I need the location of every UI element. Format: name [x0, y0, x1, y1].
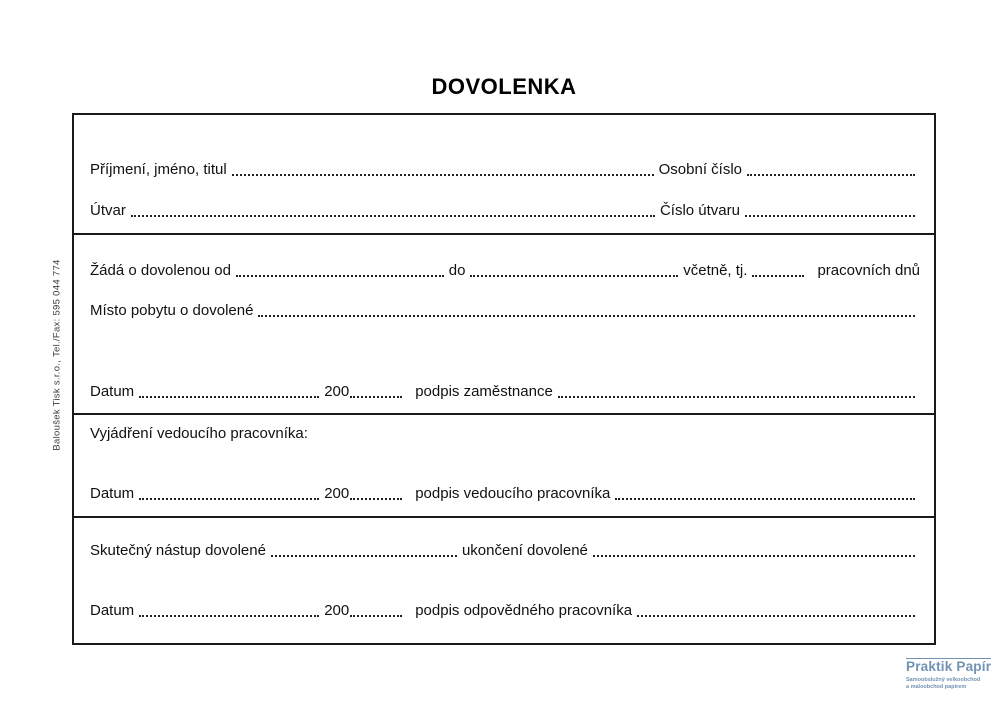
section-divider-2	[74, 413, 934, 415]
manager-date-label: Datum	[90, 485, 135, 502]
department-row	[90, 201, 920, 221]
request-to-fill-line	[470, 275, 678, 277]
personal-number-fill-line	[747, 174, 915, 176]
logo-tagline-line1: Samoobslužný velkoobchod	[906, 677, 981, 683]
inclusive-label: včetně, tj.	[683, 262, 748, 279]
manager-year-prefix: 200	[324, 485, 350, 502]
form-border-box	[72, 113, 936, 645]
days-count-fill-line	[752, 275, 804, 277]
name-row	[90, 160, 920, 180]
employee-year-prefix: 200	[324, 383, 350, 400]
manager-signature-row	[90, 484, 920, 504]
employee-year-fill-line	[350, 396, 402, 398]
request-row	[90, 261, 920, 281]
responsible-year-fill-line	[350, 615, 402, 617]
manager-signature-fill-line	[615, 498, 915, 500]
actual-start-label: Skutečný nástup dovolené	[90, 542, 266, 559]
employee-signature-row	[90, 382, 920, 402]
praktik-papir-logo	[906, 658, 998, 692]
employee-signature-label: podpis zaměstnance	[415, 383, 553, 400]
working-days-label: pracovních dnů	[817, 262, 921, 279]
manager-signature-label: podpis vedoucího pracovníka	[415, 485, 611, 502]
employee-date-label: Datum	[90, 383, 135, 400]
employee-date-fill-line	[139, 396, 319, 398]
actual-start-fill-line	[271, 555, 457, 557]
section-divider-3	[74, 516, 934, 518]
logo-tagline-line2: a maloobchod papírem	[906, 684, 967, 691]
actual-end-label: ukončení dovolené	[461, 542, 588, 559]
manager-year-fill-line	[350, 498, 402, 500]
responsible-signature-row	[90, 601, 920, 621]
page-title: DOVOLENKA	[431, 74, 577, 99]
manager-date-fill-line	[139, 498, 319, 500]
name-fill-line	[232, 174, 654, 176]
employee-signature-fill-line	[558, 396, 915, 398]
location-row	[90, 301, 920, 321]
logo-brand-text: Praktik Papír	[906, 659, 992, 674]
responsible-year-prefix: 200	[324, 602, 350, 619]
logo-tagline	[906, 677, 998, 692]
request-to-label: do	[448, 262, 466, 279]
actual-dates-row	[90, 541, 920, 561]
department-fill-line	[131, 215, 655, 217]
responsible-signature-fill-line	[637, 615, 915, 617]
department-number-fill-line	[745, 215, 915, 217]
location-fill-line	[258, 315, 915, 317]
personal-number-label: Osobní číslo	[658, 161, 742, 178]
actual-end-fill-line	[593, 555, 915, 557]
manager-section-heading: Vyjádření vedoucího pracovníka:	[90, 425, 308, 442]
name-label: Příjmení, jméno, titul	[90, 161, 227, 178]
responsible-date-label: Datum	[90, 602, 135, 619]
manager-heading-row	[90, 424, 920, 444]
department-label: Útvar	[90, 202, 126, 219]
responsible-date-fill-line	[139, 615, 319, 617]
section-divider-1	[74, 233, 934, 235]
printer-credit-text: Baloušek Tisk s.r.o., Tel./Fax: 595 044 774	[51, 259, 63, 451]
responsible-signature-label: podpis odpovědného pracovníka	[415, 602, 633, 619]
location-label: Místo pobytu o dovolené	[90, 302, 254, 319]
request-from-fill-line	[236, 275, 444, 277]
request-from-label: Žádá o dovolenou od	[90, 262, 231, 279]
department-number-label: Číslo útvaru	[659, 202, 740, 219]
